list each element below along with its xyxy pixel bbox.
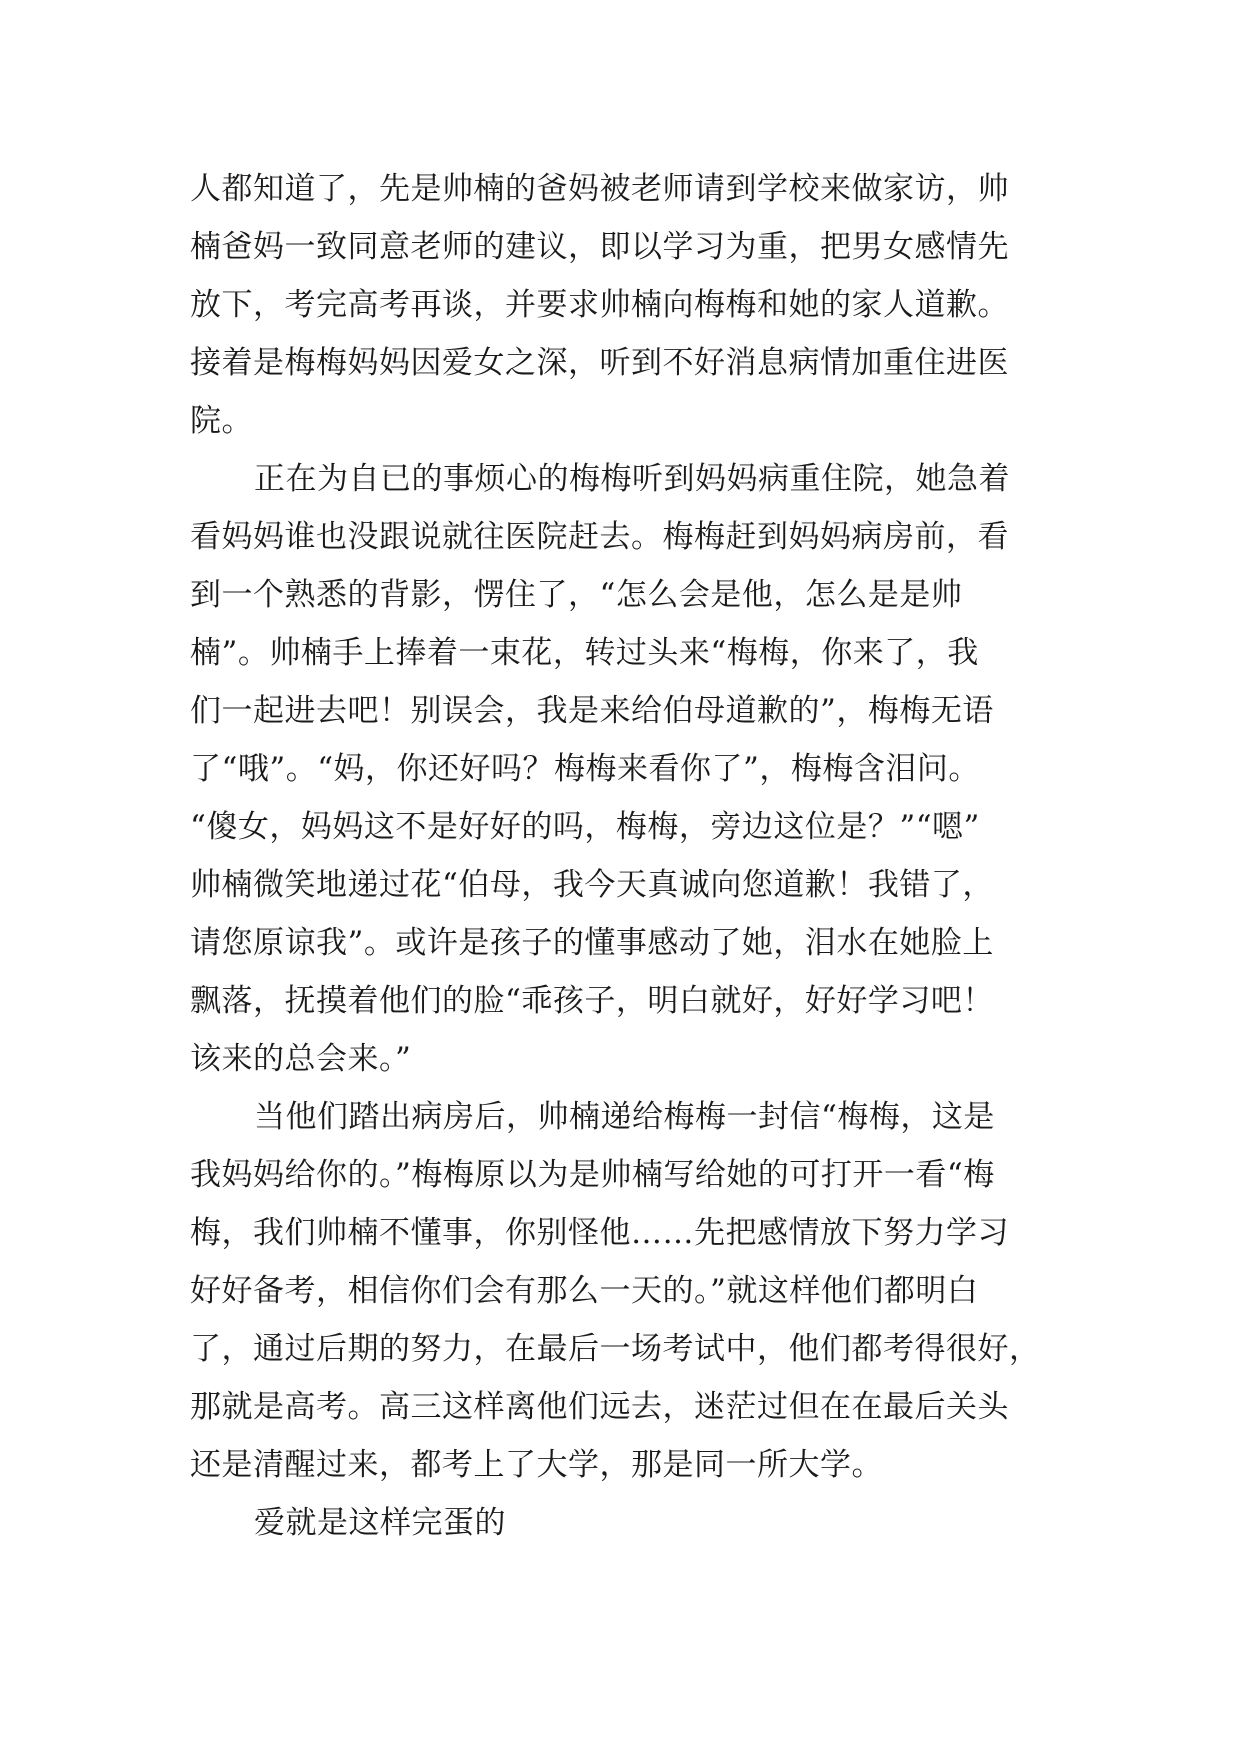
text-line: 们一起进去吧！别误会，我是来给伯母道歉的”，梅梅无语 <box>190 693 994 729</box>
text-line: 楠爸妈一致同意老师的建议，即以学习为重，把男女感情先 <box>190 229 1009 265</box>
text-line: 好好备考，相信你们会有那么一天的。”就这样他们都明白 <box>190 1273 979 1309</box>
text-line: 人都知道了，先是帅楠的爸妈被老师请到学校来做家访，帅 <box>190 171 1009 207</box>
text-line: 正在为自已的事烦心的梅梅听到妈妈病重住院，她急着 <box>254 461 1010 497</box>
text-line: 看妈妈谁也没跟说就往医院赶去。梅梅赶到妈妈病房前，看 <box>190 519 1009 555</box>
text-line: 了“哦”。“妈，你还好吗？梅梅来看你了”，梅梅含泪问。 <box>190 751 980 787</box>
text-line: 请您原谅我”。或许是孩子的懂事感动了她，泪水在她脸上 <box>190 925 994 961</box>
paragraph-4 <box>190 1494 1060 1552</box>
text-line: 爱就是这样完蛋的 <box>254 1505 506 1541</box>
text-line: 我妈妈给你的。”梅梅原以为是帅楠写给她的可打开一看“梅 <box>190 1157 995 1193</box>
text-line: 帅楠微笑地递过花“伯母，我今天真诚向您道歉！我错了， <box>190 867 994 903</box>
text-line: 梅，我们帅楠不懂事，你别怪他……先把感情放下努力学习 <box>190 1215 1009 1251</box>
text-line: 放下，考完高考再谈，并要求帅楠向梅梅和她的家人道歉。 <box>190 287 1009 323</box>
text-line: 当他们踏出病房后，帅楠递给梅梅一封信“梅梅，这是 <box>254 1099 995 1135</box>
paragraph-3 <box>190 1088 1060 1494</box>
paragraph-2 <box>190 450 1060 1088</box>
text-line: 还是清醒过来，都考上了大学，那是同一所大学。 <box>190 1447 883 1483</box>
text-line: 那就是高考。高三这样离他们远去，迷茫过但在在最后关头 <box>190 1389 1009 1425</box>
text-line: 院。 <box>190 403 253 439</box>
body-text <box>190 160 1060 1552</box>
text-line: 到一个熟悉的背影，愣住了，“怎么会是他，怎么是是帅 <box>190 577 963 613</box>
text-line: 该来的总会来。” <box>190 1041 412 1077</box>
text-line: 飘落，抚摸着他们的脸“乖孩子，明白就好，好好学习吧！ <box>190 983 994 1019</box>
text-line: 接着是梅梅妈妈因爱女之深，听到不好消息病情加重住进医 <box>190 345 1009 381</box>
text-line: 了，通过后期的努力，在最后一场考试中，他们都考得很好， <box>190 1331 1041 1367</box>
text-line: 楠”。帅楠手上捧着一束花，转过头来“梅梅，你来了，我 <box>190 635 979 671</box>
paragraph-1 <box>190 160 1060 450</box>
text-line: “傻女，妈妈这不是好好的吗，梅梅，旁边这位是？”“嗯” <box>190 809 980 845</box>
